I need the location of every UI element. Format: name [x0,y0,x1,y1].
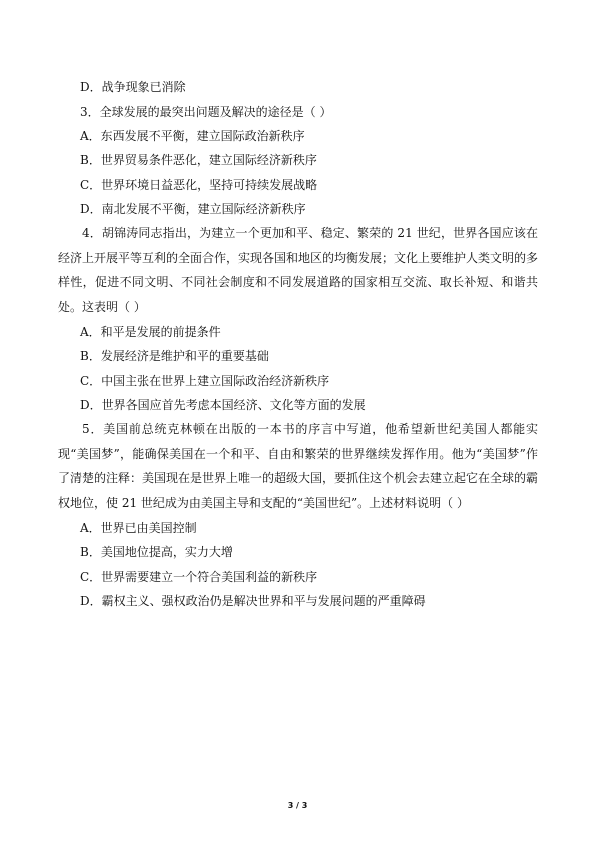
page-number: 3 / 3 [287,801,308,810]
q5-stem: 5．美国前总统克林顿在出版的一本书的序言中写道，他希望新世纪美国人都能实现“美国梦”，能确保美国在一个和平、自由和繁荣的世界继续发挥作用。他为“美国梦”作了清楚的注释：美国现在是世界上唯一的超级大国，要抓住这个机会去建立起它在全球的霸权地位，使 21 世纪成为由美国主导和支配的“美国世纪”。上述材料说明（ ） [58,422,539,510]
q4-option-a: A．和平是发展的前提条件 [80,325,221,339]
q5-option-a: A．世界已由美国控制 [80,521,197,535]
q5-option-b: B．美国地位提高，实力大增 [80,545,233,559]
q3-option-d: D．南北发展不平衡，建立国际经济新秩序 [80,202,306,216]
q5-option-c: C．世界需要建立一个符合美国利益的新秩序 [80,570,318,584]
q3-option-a: A．东西发展不平衡，建立国际政治新秩序 [80,129,305,143]
q4-option-b: B．发展经济是维护和平的重要基础 [80,349,269,363]
q3-option-b: B．世界贸易条件恶化，建立国际经济新秩序 [80,153,317,167]
q5-option-d: D．霸权主义、强权政治仍是解决世界和平与发展问题的严重障碍 [80,594,426,608]
q3-option-c: C．世界环境日益恶化，坚持可持续发展战略 [80,178,318,192]
q4-stem: 4．胡锦涛同志指出，为建立一个更加和平、稳定、繁荣的 21 世纪，世界各国应该在经济上开展平等互利的全面合作，实现各国和地区的均衡发展；文化上要维护人类文明的多样性，促进不同文明、不同社会制度和不同发展道路的国家相互交流、取长补短、和谐共处。这表明（ ） [58,226,539,314]
q4-option-d: D．世界各国应首先考虑本国经济、文化等方面的发展 [80,398,366,412]
q3-stem: 3．全球发展的最突出问题及解决的途径是（ ） [80,105,332,119]
q2-option-d: D．战争现象已消除 [80,80,186,94]
q4-option-c: C．中国主张在世界上建立国际政治经济新秩序 [80,374,330,388]
